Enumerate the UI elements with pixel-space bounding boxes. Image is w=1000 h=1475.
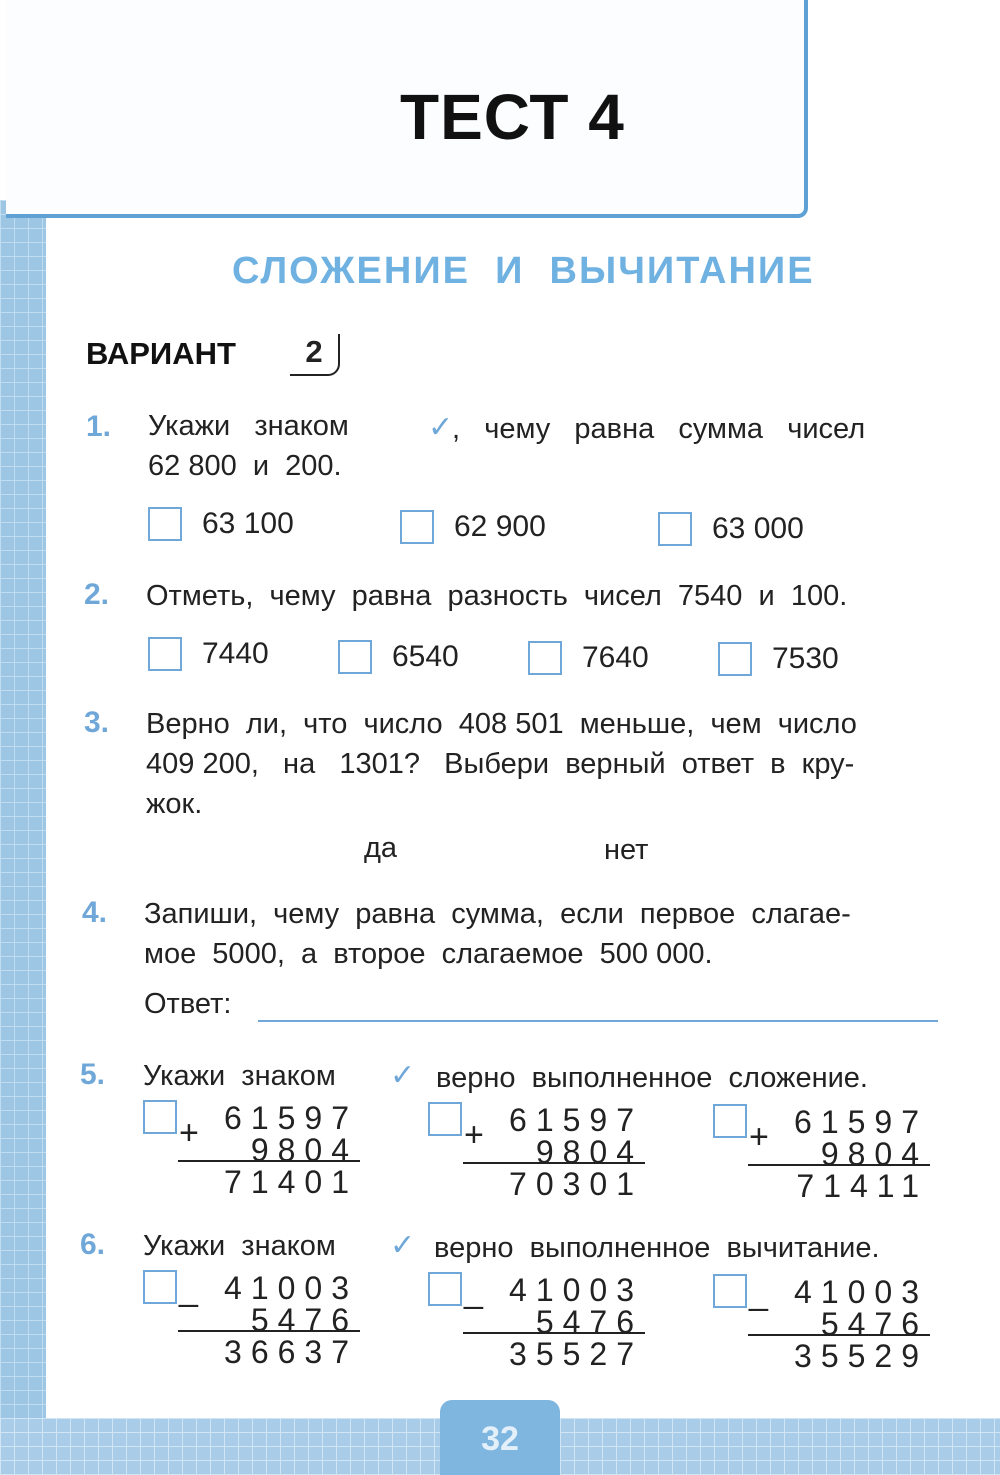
q1-text-a: Укажи знаком <box>148 410 349 442</box>
q3-option-no[interactable]: нет <box>604 834 649 866</box>
q4-number: 4. <box>82 896 108 929</box>
checkbox[interactable] <box>713 1104 747 1138</box>
addend-1: 61597 <box>509 1102 643 1138</box>
q6-text-b: верно выполненное вычитание. <box>434 1232 880 1264</box>
checkbox[interactable] <box>338 640 372 674</box>
plus-sign: + <box>179 1114 199 1152</box>
q1-option-2[interactable]: 62 900 <box>400 510 546 544</box>
q4-text-line2: мое 5000, а второе слагаемое 500 000. <box>144 938 713 970</box>
addend-1: 61597 <box>224 1100 358 1136</box>
sum-line <box>178 1160 360 1162</box>
test-subtitle: СЛОЖЕНИЕ И ВЫЧИТАНИЕ <box>232 250 815 292</box>
q2-option-3[interactable]: 7640 <box>528 641 649 675</box>
q1-text-line2: 62 800 и 200. <box>148 450 342 482</box>
subtrahend: 5476 <box>250 1302 358 1338</box>
decorative-side-strip <box>0 200 46 1475</box>
q6-check-icon: ✓ <box>390 1229 416 1262</box>
minus-sign: _ <box>179 1270 198 1308</box>
q1-check-icon: ✓ <box>428 411 454 444</box>
result: 35527 <box>509 1336 643 1372</box>
sum-line <box>463 1162 645 1164</box>
checkbox[interactable] <box>658 512 692 546</box>
q5-text-b: верно выполненное сложение. <box>436 1062 868 1094</box>
plus-sign: + <box>749 1118 769 1156</box>
checkbox[interactable] <box>148 637 182 671</box>
q2-option-2[interactable]: 6540 <box>338 640 459 674</box>
q3-number: 3. <box>84 706 110 739</box>
result: 71411 <box>796 1168 928 1204</box>
addend-2: 9804 <box>250 1132 358 1168</box>
q1-text-b: , чему равна сумма чисел <box>452 413 866 445</box>
checkbox[interactable] <box>428 1272 462 1306</box>
q4-answer-label: Ответ: <box>144 988 232 1020</box>
checkbox[interactable] <box>143 1100 177 1134</box>
checkbox[interactable] <box>143 1270 177 1304</box>
checkbox[interactable] <box>428 1102 462 1136</box>
q5-text-a: Укажи знаком <box>143 1060 336 1092</box>
minus-sign: _ <box>749 1274 768 1312</box>
checkbox[interactable] <box>528 641 562 675</box>
checkbox[interactable] <box>148 507 182 541</box>
difference-line <box>748 1334 930 1336</box>
variant-number: 2 <box>290 334 340 376</box>
addend-2: 9804 <box>535 1134 643 1170</box>
q3-text-line1: Верно ли, что число 408 501 меньше, чем число <box>146 708 857 740</box>
addend-2: 9804 <box>820 1136 928 1172</box>
q3-option-yes[interactable]: да <box>364 832 398 864</box>
addend-1: 61597 <box>794 1104 928 1140</box>
test-title: ТЕСТ 4 <box>400 81 625 153</box>
q4-answer-line[interactable] <box>258 1020 938 1022</box>
q6-number: 6. <box>80 1228 106 1261</box>
q5-check-icon: ✓ <box>390 1059 416 1092</box>
q4-text-line1: Запиши, чему равна сумма, если первое слагае- <box>144 898 851 930</box>
minuend: 41003 <box>509 1272 643 1308</box>
q3-text-line2: 409 200, на 1301? Выбери верный ответ в кру- <box>146 748 855 780</box>
minuend: 41003 <box>794 1274 928 1310</box>
q1-option-1[interactable]: 63 100 <box>148 507 294 541</box>
difference-line <box>463 1332 645 1334</box>
q3-text-line3: жок. <box>146 788 203 820</box>
q2-number: 2. <box>84 578 110 611</box>
minus-sign: _ <box>464 1272 483 1310</box>
sum-line <box>748 1164 930 1166</box>
checkbox[interactable] <box>713 1274 747 1308</box>
q1-option-3[interactable]: 63 000 <box>658 512 804 546</box>
q6-text-a: Укажи знаком <box>143 1230 336 1262</box>
checkbox[interactable] <box>718 642 752 676</box>
result: 71401 <box>224 1164 358 1200</box>
checkbox[interactable] <box>400 510 434 544</box>
q1-number: 1. <box>86 410 112 443</box>
result: 35529 <box>794 1338 928 1374</box>
q2-text: Отметь, чему равна разность чисел 7540 и 100. <box>146 580 848 612</box>
result: 70301 <box>509 1166 643 1202</box>
q2-option-4[interactable]: 7530 <box>718 642 839 676</box>
difference-line <box>178 1330 360 1332</box>
subtrahend: 5476 <box>535 1304 643 1340</box>
q5-number: 5. <box>80 1058 106 1091</box>
result: 36637 <box>224 1334 358 1370</box>
minuend: 41003 <box>224 1270 358 1306</box>
plus-sign: + <box>464 1116 484 1154</box>
variant-label: ВАРИАНТ <box>86 336 236 371</box>
page-number: 32 <box>481 1420 519 1458</box>
q2-option-1[interactable]: 7440 <box>148 637 269 671</box>
subtrahend: 5476 <box>820 1306 928 1342</box>
